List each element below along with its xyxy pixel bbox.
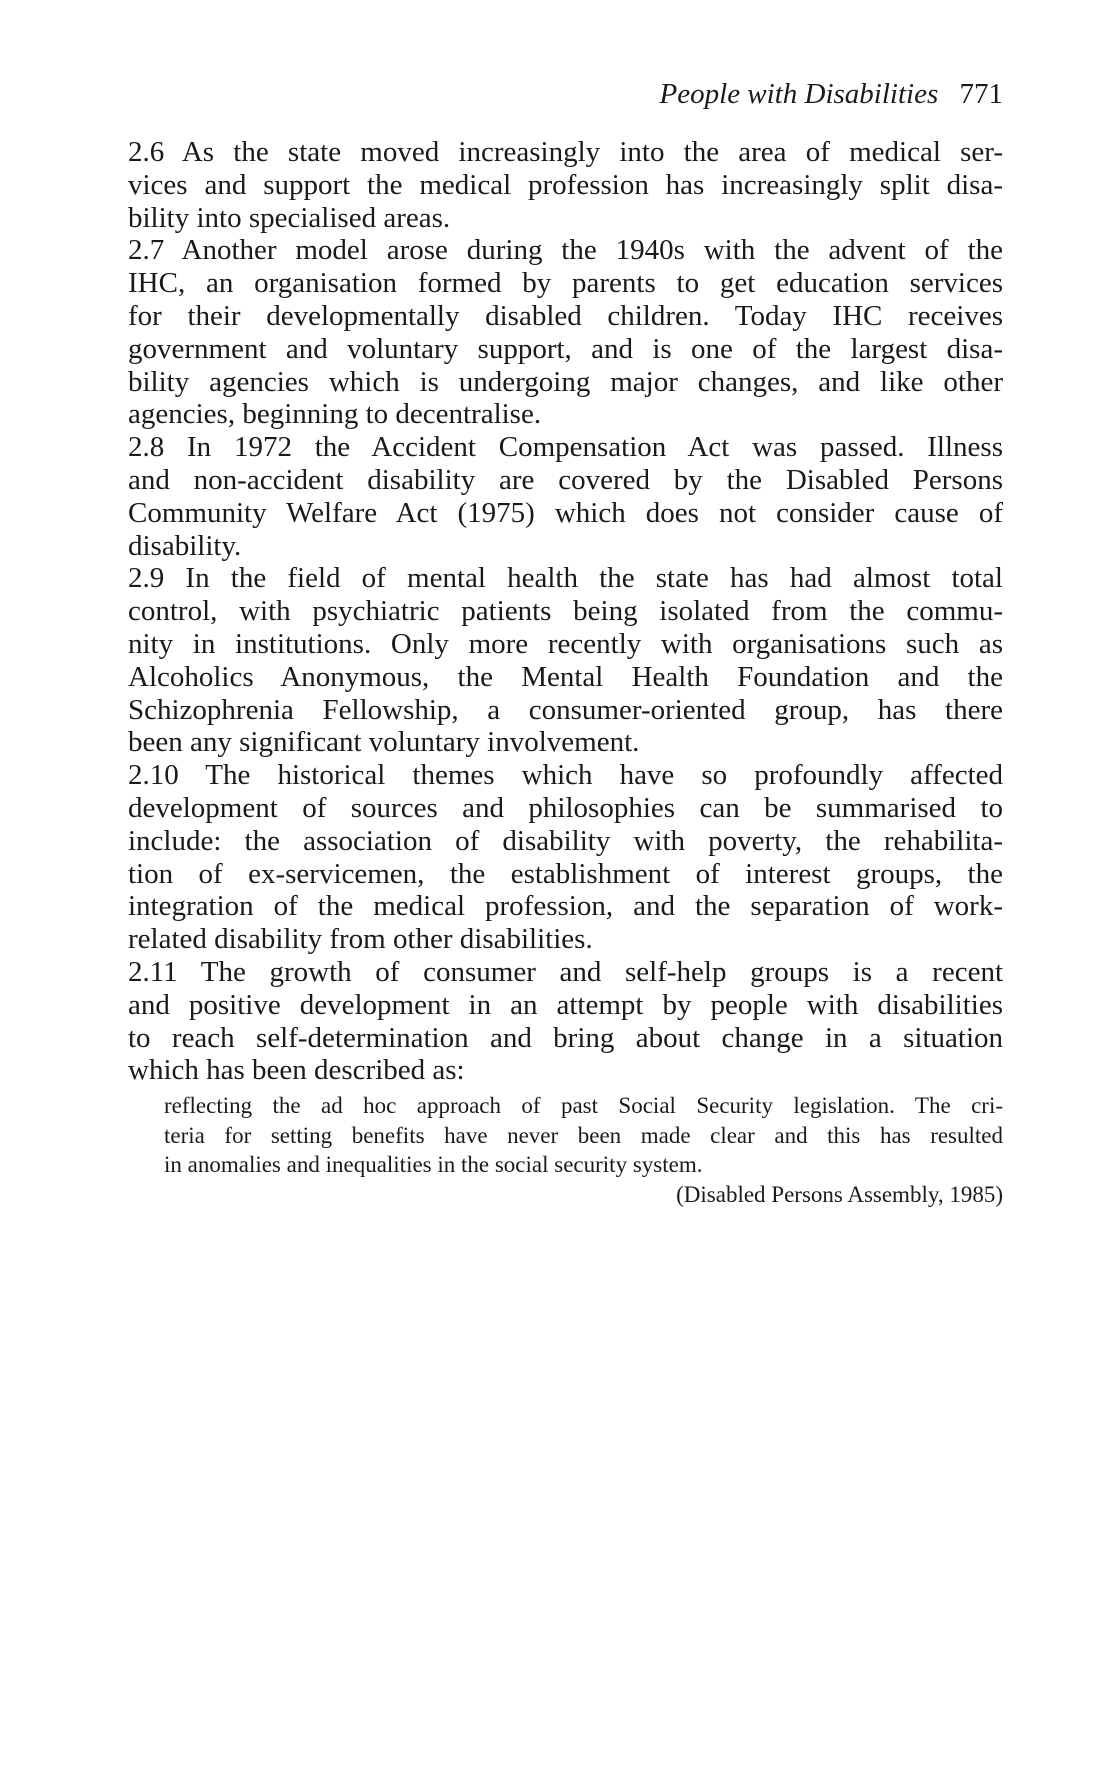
text-line: Community Welfare Act (1975) which does not consider cause of	[128, 496, 1003, 529]
running-title: People with Disabilities	[659, 78, 939, 110]
text-line: tion of ex-servicemen, the establishment of interest groups, the	[128, 857, 1003, 890]
text-line: 2.10 The historical themes which have so profoundly affected	[128, 759, 1003, 792]
text-line: 2.7 Another model arose during the 1940s with the advent of the	[128, 234, 1003, 267]
paragraph-2-10	[128, 759, 1003, 956]
block-quote	[164, 1091, 1003, 1210]
text-line: government and voluntary support, and is one of the largest disa-	[128, 332, 1003, 365]
text-line: 2.9 In the field of mental health the state has had almost total	[128, 562, 1003, 595]
paragraph-2-9	[128, 562, 1003, 759]
text-line: disability.	[128, 529, 242, 562]
paragraph-2-7	[128, 234, 1003, 431]
text-line: Schizophrenia Fellowship, a consumer-oriented group, has there	[128, 693, 1003, 726]
body-text	[128, 136, 1003, 1210]
text-line: 2.6 As the state moved increasingly into the area of medical ser-	[128, 136, 1003, 168]
text-line: nity in institutions. Only more recently with organisations such as	[128, 627, 1003, 660]
text-line: Alcoholics Anonymous, the Mental Health Foundation and the	[128, 660, 1003, 693]
paragraph-2-8	[128, 431, 1003, 562]
text-line: control, with psychiatric patients being isolated from the commu-	[128, 595, 1003, 628]
quote-line: teria for setting benefits have never been made clear and this has resulted	[164, 1122, 1003, 1148]
text-line: bility into specialised areas.	[128, 201, 451, 234]
text-line: to reach self-determination and bring about change in a situation	[128, 1021, 1003, 1054]
text-line: vices and support the medical profession has increasingly split disa-	[128, 168, 1003, 201]
text-line: include: the association of disability with poverty, the rehabilita-	[128, 824, 1003, 857]
text-line: IHC, an organisation formed by parents to get education services	[128, 267, 1003, 300]
text-line: and positive development in an attempt by people with disabilities	[128, 988, 1003, 1021]
text-line: bility agencies which is undergoing major changes, and like other	[128, 365, 1003, 398]
running-header	[660, 78, 1003, 111]
quote-line: in anomalies and inequalities in the social security system.	[164, 1152, 703, 1178]
text-line: which has been described as:	[128, 1054, 465, 1087]
text-line: 2.11 The growth of consumer and self-help groups is a recent	[128, 955, 1003, 988]
text-line: related disability from other disabilities.	[128, 923, 593, 956]
quote-citation: (Disabled Persons Assembly, 1985)	[676, 1181, 1003, 1207]
text-line: and non-accident disability are covered by the Disabled Persons	[128, 463, 1003, 496]
page-number: 771	[959, 78, 1003, 110]
paragraph-2-11	[128, 956, 1003, 1087]
text-line: been any significant voluntary involvement.	[128, 726, 640, 759]
text-line: integration of the medical profession, and the separation of work-	[128, 890, 1003, 923]
text-line: agencies, beginning to decentralise.	[128, 398, 542, 431]
paragraph-2-6	[128, 136, 1003, 234]
text-line: for their developmentally disabled children. Today IHC receives	[128, 299, 1003, 332]
quote-line: reflecting the ad hoc approach of past Social Security legislation. The cri-	[164, 1093, 1003, 1119]
text-line: development of sources and philosophies can be summarised to	[128, 791, 1003, 824]
text-line: 2.8 In 1972 the Accident Compensation Act was passed. Illness	[128, 431, 1003, 464]
